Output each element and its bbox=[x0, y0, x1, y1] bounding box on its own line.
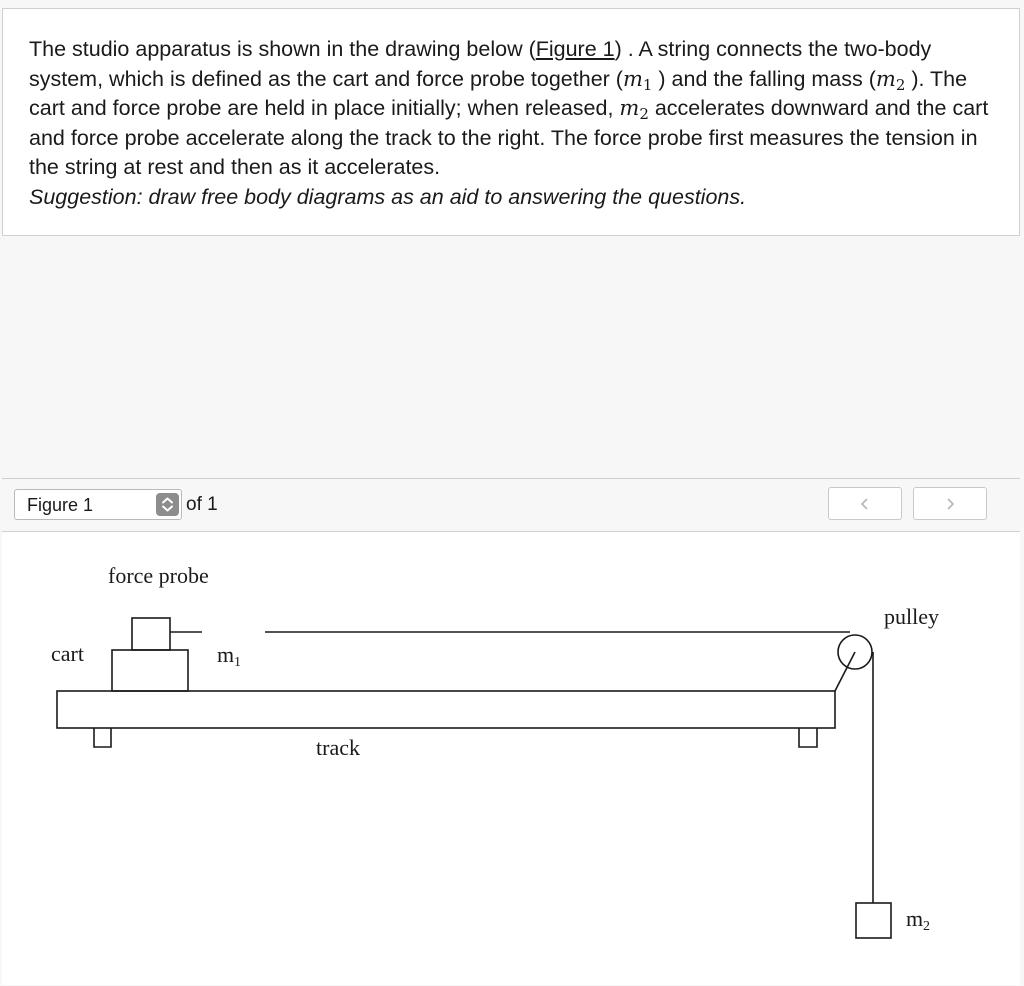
cart-body bbox=[112, 650, 188, 691]
pulley-bracket bbox=[835, 652, 855, 691]
next-figure-button[interactable] bbox=[913, 487, 987, 520]
problem-statement bbox=[2, 8, 1020, 236]
track-leg-right bbox=[799, 728, 817, 747]
figure-1-link[interactable]: Figure 1 bbox=[535, 37, 615, 61]
problem-text: The studio apparatus is shown in the drawing below (Figure 1) . A string connects the two-body system, which is defined as the cart and force probe together ($m_1$ ) and the falling mass ($m_2$ ). The cart and force probe are held in place initially; when released, $m_2$ accelerates downward and the cart and force probe accelerate along the track to the right. The force probe first measures the tension in the string at rest and then as it accelerates. bbox=[29, 37, 989, 180]
select-arrows-icon bbox=[156, 493, 179, 516]
figure-select[interactable] bbox=[14, 489, 182, 520]
hanging-mass-m2 bbox=[856, 903, 891, 938]
m2-label: m bbox=[906, 906, 924, 931]
m1-label: m bbox=[217, 642, 235, 667]
suggestion-text: Suggestion: draw free body diagrams as an aid to answering the questions. bbox=[29, 184, 747, 209]
track-label: track bbox=[316, 735, 360, 760]
figure-toolbar bbox=[2, 479, 1020, 532]
force-probe-label: force probe bbox=[108, 563, 209, 588]
track-beam bbox=[57, 691, 835, 728]
m2-label-sub: 2 bbox=[923, 919, 930, 934]
chevron-right-icon bbox=[944, 497, 956, 511]
m2-symbol-second: $m_2$ bbox=[619, 96, 649, 124]
previous-figure-button[interactable] bbox=[828, 487, 902, 520]
m1-label-sub: 1 bbox=[234, 655, 241, 670]
figure-count: of 1 bbox=[186, 494, 218, 515]
figure-select-value: Figure 1 bbox=[27, 495, 94, 515]
apparatus-drawing bbox=[2, 532, 1020, 986]
pulley-label: pulley bbox=[884, 604, 939, 629]
figure-panel bbox=[2, 478, 1020, 985]
m1-symbol: $m_1$ bbox=[622, 66, 653, 94]
cart-label: cart bbox=[51, 641, 84, 666]
chevron-left-icon bbox=[859, 497, 871, 511]
track-leg-left bbox=[94, 728, 111, 747]
force-probe-body bbox=[132, 618, 170, 650]
m2-symbol: $m_2$ bbox=[875, 66, 906, 94]
